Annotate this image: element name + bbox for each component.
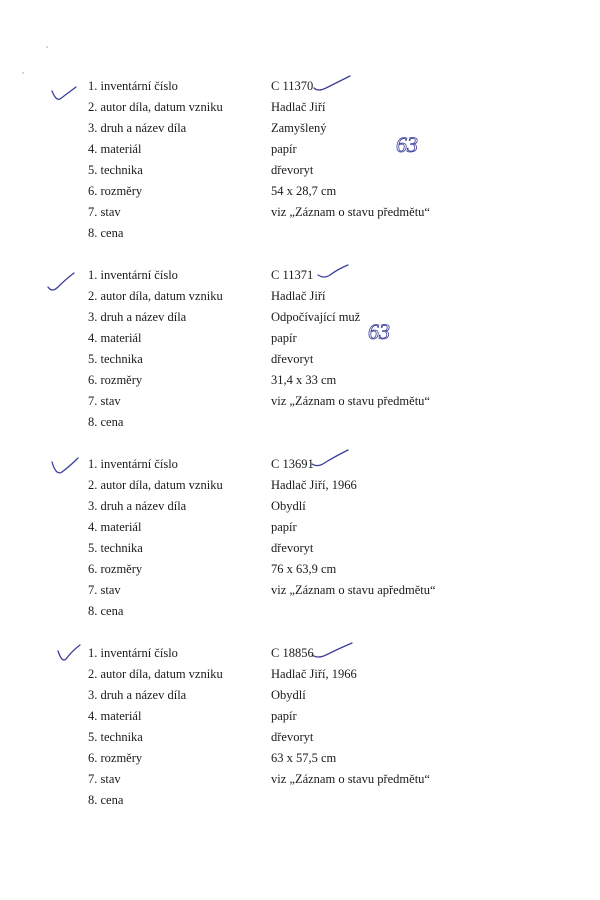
field-label-price: 8. cena (88, 793, 124, 807)
field-label-price: 8. cena (88, 604, 124, 618)
field-row-price (0, 790, 600, 811)
field-label-inventory-number: 1. inventární číslo (88, 268, 178, 282)
field-label-technique: 5. technika (88, 352, 143, 366)
field-row-condition (0, 580, 600, 601)
field-label-material: 4. materiál (88, 520, 142, 534)
field-label-dimensions: 6. rozměry (88, 751, 143, 765)
field-value-inventory-number: C 11370 (271, 79, 314, 93)
field-value-technique: dřevoryt (271, 730, 314, 744)
field-label-condition: 7. stav (88, 205, 121, 219)
field-row-price (0, 601, 600, 622)
field-label-author: 2. autor díla, datum vzniku (88, 100, 223, 114)
field-row-condition (0, 202, 600, 223)
field-value-condition: viz „Záznam o stavu předmětu“ (271, 772, 430, 786)
field-label-condition: 7. stav (88, 583, 121, 597)
field-row-technique (0, 160, 600, 181)
record-1 (0, 76, 600, 246)
field-value-condition: viz „Záznam o stavu předmětu“ (271, 394, 430, 408)
field-value-inventory-number: C 18856 (271, 646, 314, 660)
field-label-inventory-number: 1. inventární číslo (88, 79, 178, 93)
record-2 (0, 265, 600, 435)
field-row-dimensions (0, 748, 600, 769)
field-label-title: 3. druh a název díla (88, 310, 187, 324)
field-value-dimensions: 31,4 x 33 cm (271, 373, 337, 387)
field-row-technique (0, 727, 600, 748)
field-label-author: 2. autor díla, datum vzniku (88, 478, 223, 492)
field-value-condition: viz „Záznam o stavu apředmětu“ (271, 583, 436, 597)
field-value-author: Hadlač Jiří (271, 100, 326, 114)
field-label-material: 4. materiál (88, 142, 142, 156)
field-label-dimensions: 6. rozměry (88, 373, 143, 387)
field-row-material (0, 328, 600, 349)
field-label-title: 3. druh a název díla (88, 121, 187, 135)
field-row-inventory-number (0, 643, 600, 664)
field-label-title: 3. druh a název díla (88, 688, 187, 702)
field-row-title (0, 685, 600, 706)
field-value-material: papír (271, 331, 297, 345)
svg-text:63: 63 (396, 132, 418, 157)
field-row-dimensions (0, 559, 600, 580)
field-value-technique: dřevoryt (271, 163, 314, 177)
field-value-dimensions: 76 x 63,9 cm (271, 562, 337, 576)
field-row-title (0, 307, 600, 328)
field-label-condition: 7. stav (88, 394, 121, 408)
field-row-technique (0, 538, 600, 559)
field-label-material: 4. materiál (88, 709, 142, 723)
field-row-dimensions (0, 181, 600, 202)
field-row-material (0, 517, 600, 538)
field-label-condition: 7. stav (88, 772, 121, 786)
field-value-title: Zamyšlený (271, 121, 327, 135)
field-value-material: papír (271, 709, 297, 723)
svg-text:63: 63 (368, 319, 390, 344)
field-row-inventory-number (0, 454, 600, 475)
field-label-dimensions: 6. rozměry (88, 562, 143, 576)
field-label-inventory-number: 1. inventární číslo (88, 457, 178, 471)
field-row-price (0, 223, 600, 244)
field-value-inventory-number: C 13691 (271, 457, 314, 471)
field-value-condition: viz „Záznam o stavu předmětu“ (271, 205, 430, 219)
field-label-technique: 5. technika (88, 730, 143, 744)
field-value-technique: dřevoryt (271, 541, 314, 555)
field-row-author (0, 97, 600, 118)
field-value-technique: dřevoryt (271, 352, 314, 366)
field-value-material: papír (271, 142, 297, 156)
field-row-title (0, 496, 600, 517)
field-label-technique: 5. technika (88, 163, 143, 177)
field-value-title: Obydlí (271, 499, 306, 513)
field-row-author (0, 475, 600, 496)
scan-speck (46, 46, 48, 48)
field-row-inventory-number (0, 265, 600, 286)
field-row-title (0, 118, 600, 139)
field-value-dimensions: 54 x 28,7 cm (271, 184, 337, 198)
field-label-author: 2. autor díla, datum vzniku (88, 289, 223, 303)
field-label-title: 3. druh a název díla (88, 499, 187, 513)
field-row-author (0, 286, 600, 307)
field-label-technique: 5. technika (88, 541, 143, 555)
field-label-inventory-number: 1. inventární číslo (88, 646, 178, 660)
field-row-dimensions (0, 370, 600, 391)
field-row-material (0, 706, 600, 727)
field-value-inventory-number: C 11371 (271, 268, 314, 282)
field-label-material: 4. materiál (88, 331, 142, 345)
record-3 (0, 454, 600, 624)
field-row-inventory-number (0, 76, 600, 97)
field-label-author: 2. autor díla, datum vzniku (88, 667, 223, 681)
field-row-condition (0, 391, 600, 412)
field-label-dimensions: 6. rozměry (88, 184, 143, 198)
field-value-title: Odpočívající muž (271, 310, 361, 324)
field-value-dimensions: 63 x 57,5 cm (271, 751, 337, 765)
field-value-title: Obydlí (271, 688, 306, 702)
scan-speck (22, 72, 24, 74)
field-row-price (0, 412, 600, 433)
record-4 (0, 643, 600, 813)
field-value-author: Hadlač Jiří, 1966 (271, 667, 357, 681)
field-row-condition (0, 769, 600, 790)
field-value-author: Hadlač Jiří (271, 289, 326, 303)
field-value-material: papír (271, 520, 297, 534)
field-row-technique (0, 349, 600, 370)
field-label-price: 8. cena (88, 415, 124, 429)
field-value-author: Hadlač Jiří, 1966 (271, 478, 357, 492)
field-row-material (0, 139, 600, 160)
field-row-author (0, 664, 600, 685)
field-label-price: 8. cena (88, 226, 124, 240)
